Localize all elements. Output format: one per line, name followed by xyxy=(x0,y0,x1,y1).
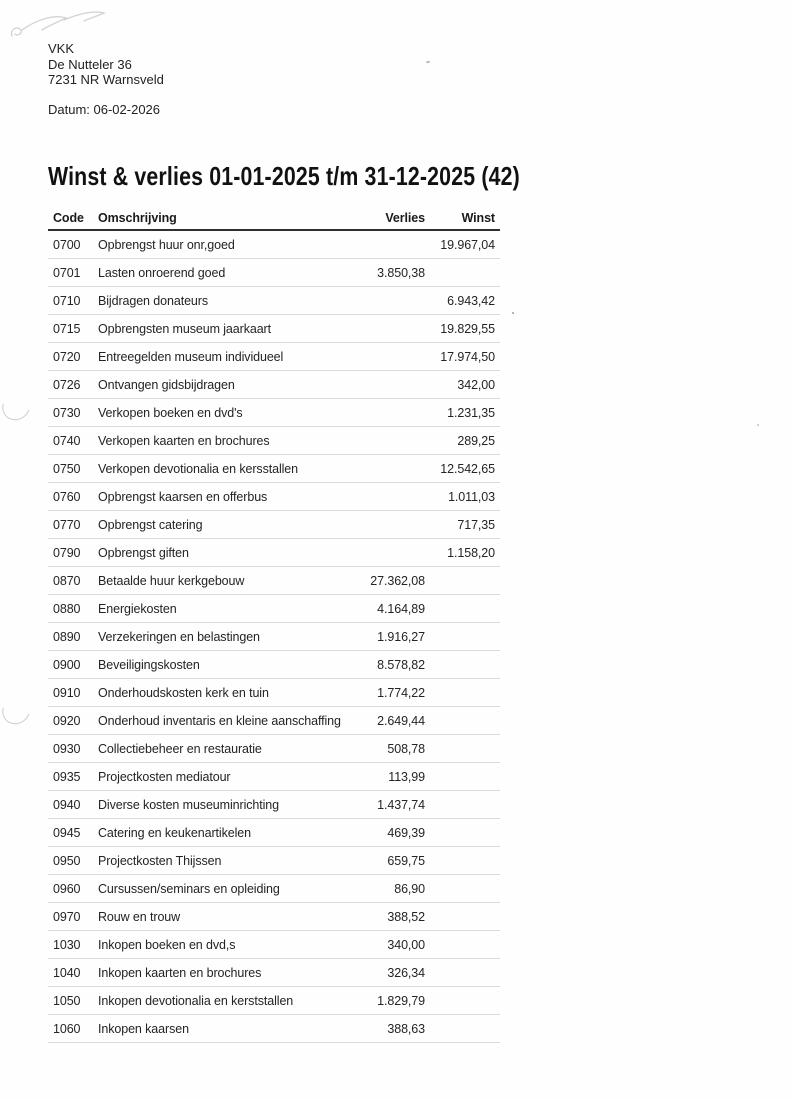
table-row xyxy=(48,567,500,595)
row-code: 0726 xyxy=(53,377,81,392)
table-row xyxy=(48,427,500,455)
row-loss-amount: 326,34 xyxy=(387,965,425,980)
row-description: Onderhoudskosten kerk en tuin xyxy=(98,685,269,700)
row-description: Opbrengst huur onr,goed xyxy=(98,237,235,252)
row-loss-amount: 388,52 xyxy=(387,909,425,924)
row-code: 0940 xyxy=(53,797,81,812)
row-code: 0715 xyxy=(53,321,81,336)
row-code: 0701 xyxy=(53,265,81,280)
row-profit-amount: 17.974,50 xyxy=(440,349,495,364)
table-row xyxy=(48,847,500,875)
row-profit-amount: 1.158,20 xyxy=(447,545,495,560)
row-profit-amount: 6.943,42 xyxy=(447,293,495,308)
row-description: Ontvangen gidsbijdragen xyxy=(98,377,235,392)
row-code: 0870 xyxy=(53,573,81,588)
table-row xyxy=(48,931,500,959)
scan-speck xyxy=(757,424,759,426)
row-code: 0730 xyxy=(53,405,81,420)
letterhead-line-1: VKK xyxy=(48,41,75,56)
row-description: Lasten onroerend goed xyxy=(98,265,226,280)
row-description: Inkopen kaarten en brochures xyxy=(98,965,262,980)
row-description: Verzekeringen en belastingen xyxy=(98,629,260,644)
row-description: Inkopen devotionalia en kerststallen xyxy=(98,993,294,1008)
row-profit-amount: 342,00 xyxy=(457,377,495,392)
row-description: Opbrengst giften xyxy=(98,545,189,560)
row-code: 0770 xyxy=(53,517,81,532)
row-code: 0740 xyxy=(53,433,81,448)
row-description: Projectkosten mediatour xyxy=(98,769,231,784)
table-row xyxy=(48,707,500,735)
letterhead-line-3: 7231 NR Warnsveld xyxy=(48,72,164,87)
row-description: Inkopen kaarsen xyxy=(98,1021,189,1036)
letterhead xyxy=(48,41,164,88)
row-code: 0790 xyxy=(53,545,81,560)
row-loss-amount: 1.774,22 xyxy=(377,685,425,700)
row-loss-amount: 4.164,89 xyxy=(377,601,425,616)
row-code: 0760 xyxy=(53,489,81,504)
header-loss: Verlies xyxy=(385,211,425,225)
table-row xyxy=(48,987,500,1015)
row-loss-amount: 2.649,44 xyxy=(377,713,425,728)
row-description: Catering en keukenartikelen xyxy=(98,825,251,840)
table-row xyxy=(48,287,500,315)
row-loss-amount: 340,00 xyxy=(387,937,425,952)
row-code: 0930 xyxy=(53,741,81,756)
row-code: 0720 xyxy=(53,349,81,364)
row-description: Entreegelden museum individueel xyxy=(98,349,284,364)
row-code: 1060 xyxy=(53,1021,81,1036)
row-description: Onderhoud inventaris en kleine aanschaffing xyxy=(98,713,341,728)
table-row xyxy=(48,1015,500,1043)
row-profit-amount: 289,25 xyxy=(457,433,495,448)
row-description: Verkopen devotionalia en kersstallen xyxy=(98,461,299,476)
report-title: Winst & verlies 01-01-2025 t/m 31-12-2025 (42) xyxy=(48,161,520,191)
row-loss-amount: 113,99 xyxy=(388,769,425,784)
table-row xyxy=(48,735,500,763)
row-description: Opbrengst catering xyxy=(98,517,203,532)
row-code: 0750 xyxy=(53,461,81,476)
header-code: Code xyxy=(53,211,84,225)
table-row xyxy=(48,595,500,623)
row-profit-amount: 19.967,04 xyxy=(440,237,495,252)
row-description: Verkopen boeken en dvd's xyxy=(98,405,243,420)
row-description: Verkopen kaarten en brochures xyxy=(98,433,270,448)
punch-hole-bottom xyxy=(0,693,34,729)
row-loss-amount: 1.829,79 xyxy=(377,993,425,1008)
table-row xyxy=(48,539,500,567)
table-row xyxy=(48,763,500,791)
pencil-scribble xyxy=(8,6,118,46)
table-row xyxy=(48,623,500,651)
scan-speck xyxy=(512,312,514,314)
profit-loss-table xyxy=(48,207,500,1043)
row-description: Betaalde huur kerkgebouw xyxy=(98,573,245,588)
table-row xyxy=(48,819,500,847)
table-header-row xyxy=(48,207,500,231)
row-loss-amount: 388,63 xyxy=(387,1021,425,1036)
row-loss-amount: 1.437,74 xyxy=(377,797,425,812)
table-row xyxy=(48,483,500,511)
row-code: 1050 xyxy=(53,993,81,1008)
row-code: 0880 xyxy=(53,601,81,616)
table-row xyxy=(48,679,500,707)
row-code: 0920 xyxy=(53,713,81,728)
row-loss-amount: 508,78 xyxy=(387,741,425,756)
row-description: Energiekosten xyxy=(98,601,177,616)
table-row xyxy=(48,343,500,371)
row-description: Opbrengsten museum jaarkaart xyxy=(98,321,271,336)
row-profit-amount: 1.231,35 xyxy=(447,405,495,420)
row-code: 0945 xyxy=(53,825,81,840)
row-code: 0970 xyxy=(53,909,81,924)
row-profit-amount: 12.542,65 xyxy=(440,461,495,476)
row-loss-amount: 3.850,38 xyxy=(377,265,425,280)
table-row xyxy=(48,903,500,931)
header-description: Omschrijving xyxy=(98,211,177,225)
punch-hole-top xyxy=(0,389,34,425)
row-code: 0710 xyxy=(53,293,81,308)
row-loss-amount: 1.916,27 xyxy=(377,629,425,644)
table-row xyxy=(48,511,500,539)
row-loss-amount: 86,90 xyxy=(394,881,425,896)
table-body xyxy=(48,231,500,1043)
row-loss-amount: 469,39 xyxy=(387,825,425,840)
row-profit-amount: 19.829,55 xyxy=(440,321,495,336)
row-description: Bijdragen donateurs xyxy=(98,293,208,308)
table-row xyxy=(48,259,500,287)
table-row xyxy=(48,651,500,679)
table-row xyxy=(48,371,500,399)
row-code: 0950 xyxy=(53,853,81,868)
table-row xyxy=(48,231,500,259)
row-description: Rouw en trouw xyxy=(98,909,181,924)
row-code: 1030 xyxy=(53,937,81,952)
row-description: Collectiebeheer en restauratie xyxy=(98,741,262,756)
date-line: Datum: 06-02-2026 xyxy=(48,102,161,117)
row-loss-amount: 659,75 xyxy=(387,853,425,868)
row-code: 0910 xyxy=(53,685,81,700)
row-loss-amount: 27.362,08 xyxy=(370,573,425,588)
row-code: 1040 xyxy=(53,965,81,980)
row-description: Opbrengst kaarsen en offerbus xyxy=(98,489,268,504)
row-description: Diverse kosten museuminrichting xyxy=(98,797,280,812)
row-code: 0960 xyxy=(53,881,81,896)
row-profit-amount: 717,35 xyxy=(457,517,495,532)
row-code: 0935 xyxy=(53,769,81,784)
row-description: Cursussen/seminars en opleiding xyxy=(98,881,280,896)
table-row xyxy=(48,455,500,483)
row-description: Inkopen boeken en dvd,s xyxy=(98,937,236,952)
table-row xyxy=(48,791,500,819)
table-row xyxy=(48,399,500,427)
row-code: 0900 xyxy=(53,657,81,672)
table-row xyxy=(48,959,500,987)
row-description: Beveiligingskosten xyxy=(98,657,200,672)
row-loss-amount: 8.578,82 xyxy=(377,657,425,672)
scan-speck xyxy=(426,61,430,64)
row-code: 0890 xyxy=(53,629,81,644)
row-code: 0700 xyxy=(53,237,81,252)
table-row xyxy=(48,315,500,343)
row-profit-amount: 1.011,03 xyxy=(448,489,495,504)
row-description: Projectkosten Thijssen xyxy=(98,853,222,868)
header-profit: Winst xyxy=(461,211,495,225)
letterhead-line-2: De Nutteler 36 xyxy=(48,56,132,72)
table-row xyxy=(48,875,500,903)
